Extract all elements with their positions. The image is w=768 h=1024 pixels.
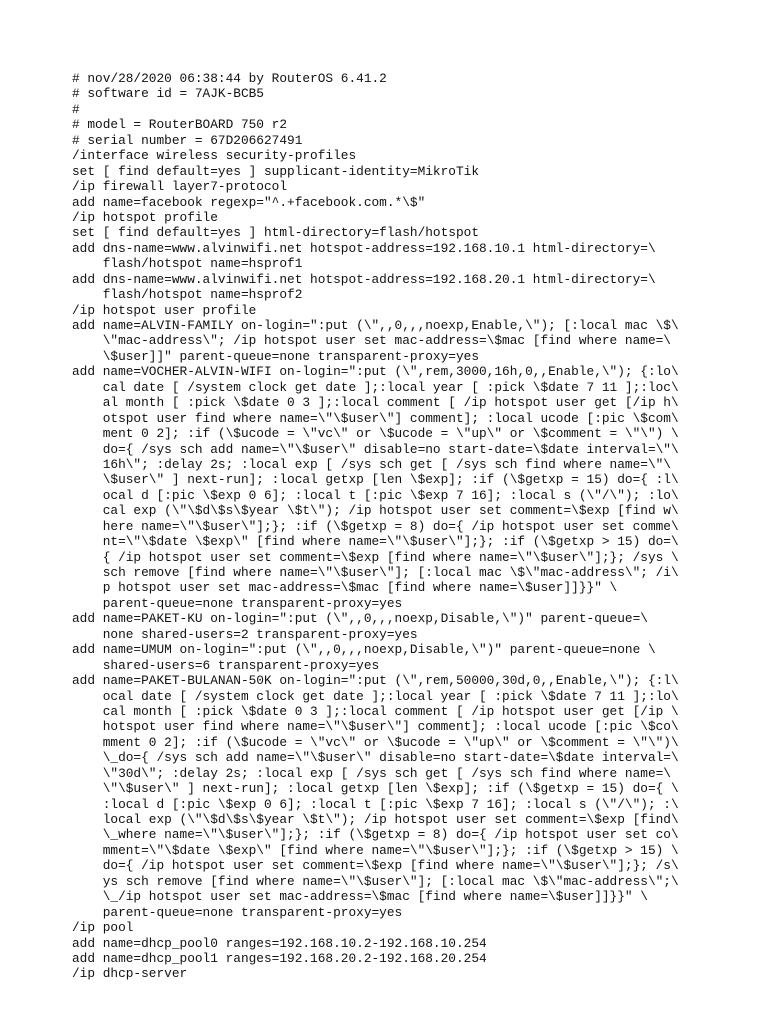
code-line: :local d [:pic \$exp 0 6]; :local t [:pic \$exp 7 16]; :local s (\"/\"); :\ — [72, 796, 679, 812]
code-line: mment=\"\$date \$exp\" [find where name=\"\$user\"];}; :if (\$getxp > 15) \ — [72, 842, 679, 858]
code-line: none shared-users=2 transparent-proxy=yes — [72, 626, 418, 642]
code-line: set [ find default=yes ] html-directory=flash/hotspot — [72, 225, 480, 241]
code-line: \_do={ /sys sch add name=\"\$user\" disable=no start-date=\$date interval=\ — [72, 750, 679, 766]
code-line: do={ /sys sch add name=\"\$user\" disable=no start-date=\$date interval=\"\ — [72, 441, 679, 457]
code-line: shared-users=6 transparent-proxy=yes — [72, 657, 380, 673]
code-line: /ip pool — [72, 920, 134, 936]
code-line: mment 0 2]; :if (\$ucode = \"vc\" or \$ucode = \"up\" or \$comment = \"\")\ — [72, 734, 679, 750]
code-line: cal month [ :pick \$date 0 3 ];:local comment [ /ip hotspot user get [/ip \ — [72, 703, 679, 719]
code-line: set [ find default=yes ] supplicant-identity=MikroTik — [72, 163, 480, 179]
code-line: \"30d\"; :delay 2s; :local exp [ /sys sch get [ /sys sch find where name=\ — [72, 765, 671, 781]
code-line: parent-queue=none transparent-proxy=yes — [72, 595, 403, 611]
code-line: al month [ :pick \$date 0 3 ];:local comment [ /ip hotspot user get [/ip h\ — [72, 395, 679, 411]
code-line: add name=ALVIN-FAMILY on-login=":put (\",,0,,,noexp,Enable,\"); [:local mac \$\ — [72, 318, 679, 333]
routeros-config-listing — [72, 71, 712, 982]
code-line: \$user]]" parent-queue=none transparent-proxy=yes — [72, 348, 480, 364]
code-line: add name=UMUM on-login=":put (\",,0,,,noexp,Disable,\")" parent-queue=none \ — [72, 642, 656, 658]
code-line: ocal date [ /system clock get date ];:local year [ :pick \$date 7 11 ];:lo\ — [72, 688, 679, 704]
code-line: add name=VOCHER-ALVIN-WIFI on-login=":put (\",rem,3000,16h,0,,Enable,\"); {:lo\ — [72, 364, 679, 380]
code-line: add name=facebook regexp="^.+facebook.com.*\$" — [72, 194, 426, 210]
code-line: add name=dhcp_pool1 ranges=192.168.20.2-192.168.20.254 — [72, 950, 487, 966]
code-line: flash/hotspot name=hsprof2 — [72, 287, 303, 303]
code-line: # model = RouterBOARD 750 r2 — [72, 117, 288, 133]
code-line: 16h\"; :delay 2s; :local exp [ /sys sch get [ /sys sch find where name=\"\ — [72, 456, 671, 472]
code-line: /ip hotspot user profile — [72, 302, 257, 318]
code-line: \_where name=\"\$user\"];}; :if (\$getxp = 8) do={ /ip hotspot user set co\ — [72, 827, 679, 843]
code-line: add dns-name=www.alvinwifi.net hotspot-address=192.168.10.1 html-directory=\ — [72, 240, 656, 256]
code-line: # serial number = 67D206627491 — [72, 132, 303, 148]
code-line: # software id = 7AJK-BCB5 — [72, 86, 264, 102]
code-line: here name=\"\$user\"];}; :if (\$getxp = 8) do={ /ip hotspot user set comme\ — [72, 518, 679, 534]
code-line: # — [72, 101, 80, 117]
code-line: cal date [ /system clock get date ];:local year [ :pick \$date 7 11 ];:loc\ — [72, 379, 679, 395]
code-line: parent-queue=none transparent-proxy=yes — [72, 904, 403, 920]
code-line: /ip firewall layer7-protocol — [72, 179, 288, 195]
code-line: local exp (\"\$d\$s\$year \$t\"); /ip hotspot user set comment=\$exp [find\ — [72, 812, 679, 827]
code-line: \"\$user\" ] next-run]; :local getxp [len \$exp]; :if (\$getxp = 15) do={ \ — [72, 781, 679, 797]
code-line: ment 0 2]; :if (\$ucode = \"vc\" or \$ucode = \"up\" or \$comment = \"\") \ — [72, 426, 679, 442]
code-line: add name=PAKET-KU on-login=":put (\",,0,,,noexp,Disable,\")" parent-queue=\ — [72, 611, 648, 627]
code-line: # nov/28/2020 06:38:44 by RouterOS 6.41.2 — [72, 71, 387, 86]
code-line: p hotspot user set mac-address=\$mac [find where name=\$user]]}}" \ — [72, 580, 618, 596]
code-line: \_/ip hotspot user set mac-address=\$mac [find where name=\$user]]}}" \ — [72, 889, 648, 905]
code-line: sch remove [find where name=\"\$user\"]; [:local mac \$\"mac-address\"; /i\ — [72, 565, 679, 580]
code-line: add name=dhcp_pool0 ranges=192.168.10.2-192.168.10.254 — [72, 935, 487, 951]
code-line: add name=PAKET-BULANAN-50K on-login=":put (\",rem,50000,30d,0,,Enable,\"); {:l\ — [72, 673, 679, 689]
code-line: hotspot user find where name=\"\$user\"] comment]; :local ucode [:pic \$co\ — [72, 719, 679, 735]
code-line: flash/hotspot name=hsprof1 — [72, 256, 303, 272]
code-line: ocal d [:pic \$exp 0 6]; :local t [:pic \$exp 7 16]; :local s (\"/\"); :lo\ — [72, 487, 679, 503]
code-line: { /ip hotspot user set comment=\$exp [find where name=\"\$user\"];}; /sys \ — [72, 549, 679, 565]
code-line: \"mac-address\"; /ip hotspot user set mac-address=\$mac [find where name=\ — [72, 333, 671, 349]
code-line: add dns-name=www.alvinwifi.net hotspot-address=192.168.20.1 html-directory=\ — [72, 271, 656, 287]
code-line: /interface wireless security-profiles — [72, 148, 357, 164]
code-line: nt=\"\$date \$exp\" [find where name=\"\$user\"];}; :if (\$getxp > 15) do=\ — [72, 534, 679, 550]
code-line: /ip hotspot profile — [72, 209, 218, 225]
code-line: \$user\" ] next-run]; :local getxp [len \$exp]; :if (\$getxp = 15) do={ :l\ — [72, 472, 679, 488]
code-line: otspot user find where name=\"\$user\"] comment]; :local ucode [:pic \$com\ — [72, 410, 679, 426]
code-line: ys sch remove [find where name=\"\$user\"]; [:local mac \$\"mac-address\";\ — [72, 873, 679, 889]
code-line: cal exp (\"\$d\$s\$year \$t\"); /ip hotspot user set comment=\$exp [find w\ — [72, 503, 679, 519]
code-line: /ip dhcp-server — [72, 966, 188, 982]
code-line: do={ /ip hotspot user set comment=\$exp [find where name=\"\$user\"];}; /s\ — [72, 858, 679, 874]
